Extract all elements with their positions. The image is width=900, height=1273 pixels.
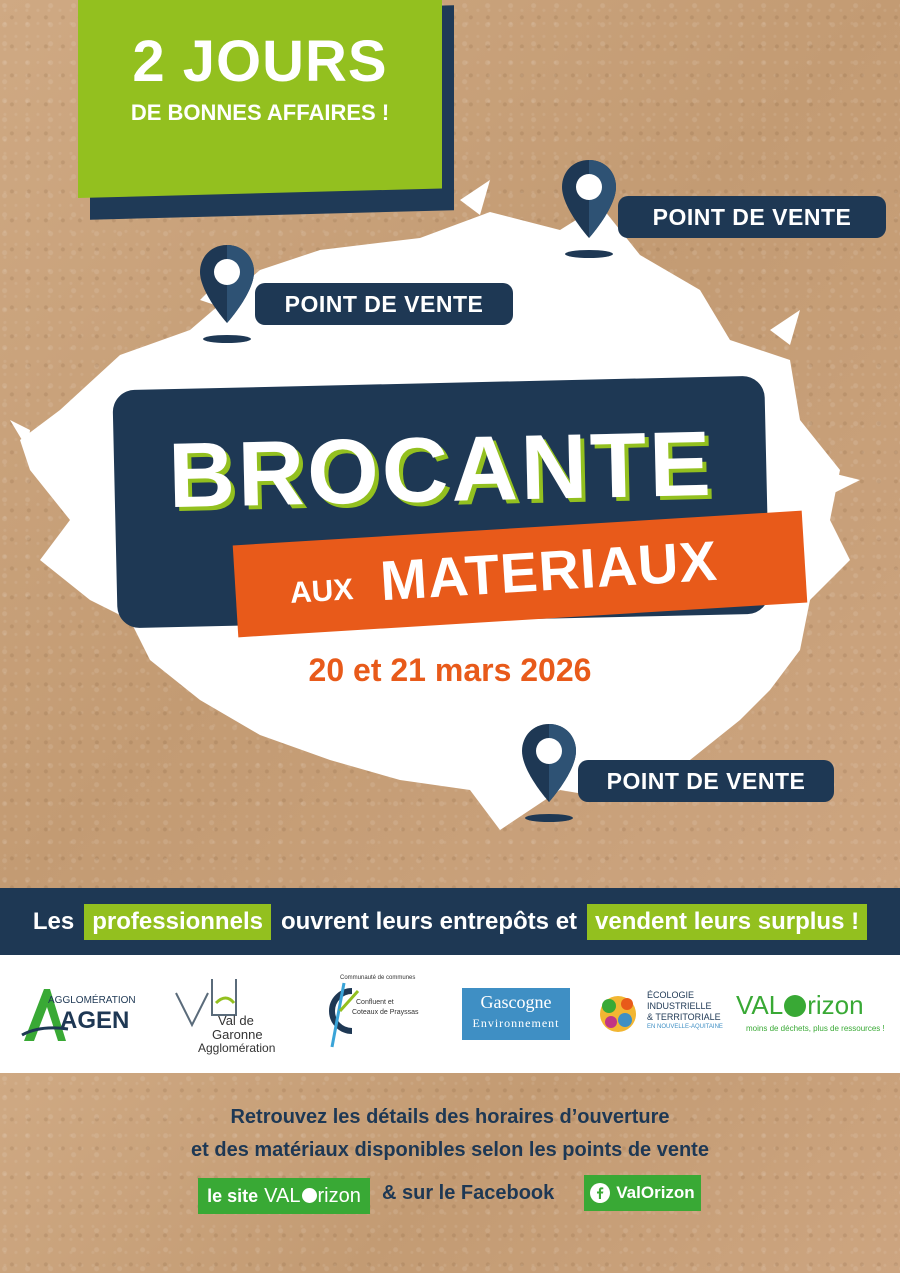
site-valorizon-link[interactable] (198, 1178, 370, 1214)
logo-ecologie-industrielle (597, 988, 732, 1038)
logo-valorizon (736, 990, 886, 1040)
val-garonne-line3: Agglomération (198, 1041, 276, 1055)
agen-line1: AGGLOMÉRATION (48, 995, 136, 1006)
map-pin-icon (560, 158, 618, 262)
confluent-mark-icon (322, 981, 362, 1051)
map-pin-icon (198, 243, 256, 347)
tagline-highlight2: vendent leurs surplus ! (587, 904, 867, 940)
logo-gascogne-environnement (462, 988, 570, 1040)
event-subtitle-small: AUX (289, 573, 355, 610)
confluent-line2: Confluent et (356, 999, 394, 1006)
site-brand-a: VAL (264, 1184, 301, 1207)
facebook-link[interactable] (584, 1175, 701, 1211)
point-de-vente-label-3: POINT DE VENTE (578, 760, 834, 802)
point-de-vente-label-2: POINT DE VENTE (255, 283, 513, 325)
val-garonne-line1: Val de (218, 1013, 254, 1028)
gascogne-line2: Environnement (472, 1016, 560, 1030)
ecologie-mark-icon (597, 990, 639, 1036)
logo-agen (20, 985, 140, 1045)
ecologie-line3: & TERRITORIALE (647, 1012, 721, 1022)
promo-subtitle: DE BONNES AFFAIRES ! (130, 100, 390, 125)
point-de-vente-label-1: POINT DE VENTE (618, 196, 886, 238)
facebook-icon (590, 1183, 610, 1203)
valorizon-slogan: moins de déchets, plus de ressources ! (746, 1024, 885, 1033)
tagline-part1: Les (32, 907, 75, 935)
confluent-line3: Coteaux de Prayssas (352, 1009, 419, 1016)
promo-banner (78, 0, 442, 215)
ecologie-line1: ÉCOLOGIE (647, 990, 695, 1000)
tagline-highlight1: professionnels (84, 904, 271, 940)
site-prefix: le site (207, 1185, 259, 1206)
valorizon-o-icon (302, 1188, 317, 1203)
logo-val-de-garonne (172, 975, 282, 1060)
info-line-2: et des matériaux disponibles selon les points de vente (191, 1139, 709, 1161)
logo-confluent (322, 975, 452, 1055)
site-brand-b: rizon (317, 1184, 361, 1207)
facebook-label: ValOrizon (616, 1183, 695, 1202)
gascogne-line1: Gascogne (480, 992, 552, 1012)
agen-line2: AGEN (60, 1007, 130, 1034)
map-pin-icon (520, 722, 578, 826)
event-title: BROCANTE (167, 412, 715, 528)
and-facebook-text: & sur le Facebook (382, 1182, 555, 1204)
event-date: 20 et 21 mars 2026 (308, 652, 592, 688)
confluent-line1: Communauté de communes (340, 975, 416, 981)
ecologie-line2: INDUSTRIELLE (647, 1001, 712, 1011)
valorizon-part1: VAL (736, 990, 784, 1020)
val-garonne-line2: Garonne (212, 1027, 263, 1042)
tagline-part2: ouvrent leurs entrepôts et (280, 907, 578, 935)
info-line-1: Retrouvez les détails des horaires d’ouverture (230, 1106, 670, 1128)
valorizon-o-icon (784, 995, 806, 1017)
site-brand (264, 1185, 361, 1208)
tagline (0, 888, 900, 955)
promo-title: 2 JOURS (132, 29, 388, 94)
event-subtitle-large: MATERIAUX (378, 528, 720, 613)
valorizon-part2: rizon (807, 990, 864, 1020)
ecologie-line4: EN NOUVELLE-AQUITAINE (647, 1024, 723, 1030)
kraft-paper-background-bottom (0, 1073, 900, 1273)
